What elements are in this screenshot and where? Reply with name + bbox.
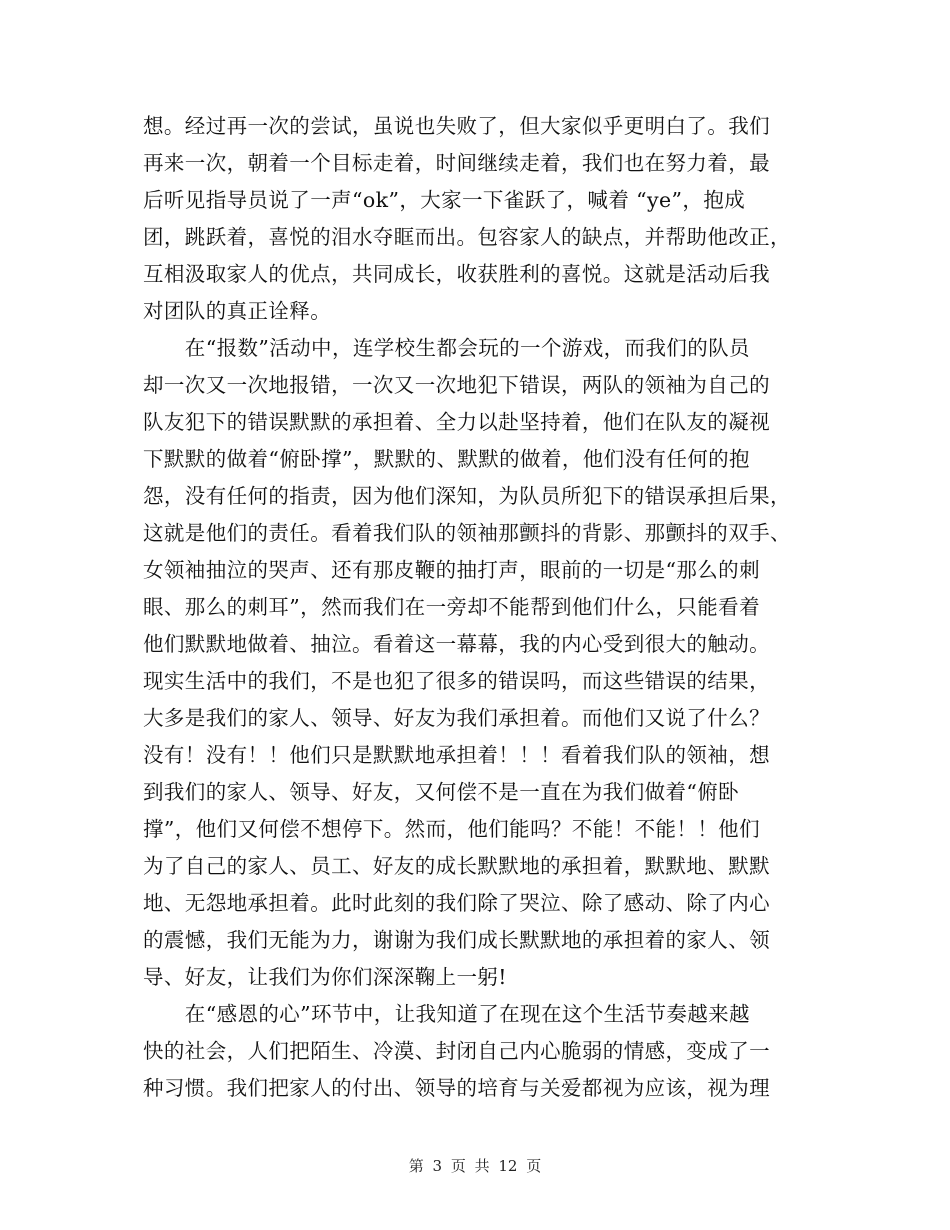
text-line: 下默默的做着“俯卧撑”，默默的、默默的做着，他们没有任何的抱 [143,447,750,471]
text-line: 的震憾，我们无能为力，谢谢为我们成长默默地的承担着的家人、领 [143,928,770,952]
text-line: 团，跳跃着，喜悦的泪水夺眶而出。包容家人的缺点，并帮助他改正， [143,225,791,249]
text-line: 再来一次，朝着一个目标走着，时间继续走着，我们也在努力着，最 [143,151,770,175]
text-line: 怨，没有任何的指责，因为他们深知，为队员所犯下的错误承担后果， [143,484,791,508]
text-line: 大多是我们的家人、领导、好友为我们承担着。而他们又说了什么？ [143,706,770,730]
text-line: 对团队的真正诠释。 [143,299,332,323]
text-line: 互相汲取家人的优点，共同成长，收获胜利的喜悦。这就是活动后我 [143,262,770,286]
text-line: 现实生活中的我们，不是也犯了很多的错误吗，而这些错误的结果， [143,669,770,693]
page-number-footer: 第 3 页 共 12 页 [408,1157,542,1175]
text-line: 为了自己的家人、员工、好友的成长默默地的承担着，默默地、默默 [143,854,770,878]
text-line: 却一次又一次地报错，一次又一次地犯下错误，两队的领袖为自己的 [143,373,770,397]
text-line: 这就是他们的责任。看着我们队的领袖那颤抖的背影、那颤抖的双手、 [143,521,791,545]
text-line: 撑”，他们又何偿不想停下。然而，他们能吗？不能！不能！！他们 [143,817,760,841]
text-line: 地、无怨地承担着。此时此刻的我们除了哭泣、除了感动、除了内心 [143,891,770,915]
text-line: 女领袖抽泣的哭声、还有那皮鞭的抽打声，眼前的一切是“那么的刺 [143,558,760,582]
text-line: 后听见指导员说了一声“ok”，大家一下雀跃了，喊着 “ye”，抱成 [143,188,746,212]
text-line: 队友犯下的错误默默的承担着、全力以赴坚持着，他们在队友的凝视 [143,410,770,434]
text-line: 没有！没有！！他们只是默默地承担着！！！看着我们队的领袖，想 [143,743,770,767]
text-line: 到我们的家人、领导、好友，又何偿不是一直在为我们做着“俯卧 [143,780,740,804]
text-line: 在“感恩的心”环节中，让我知道了在现在这个生活节奏越来越 [143,1002,750,1026]
text-line: 眼、那么的刺耳”，然而我们在一旁却不能帮到他们什么，只能看着 [143,595,760,619]
text-line: 想。经过再一次的尝试，虽说也失败了，但大家似乎更明白了。我们 [143,114,770,138]
text-line: 快的社会，人们把陌生、冷漠、封闭自己内心脆弱的情感，变成了一 [143,1039,770,1063]
text-line: 他们默默地做着、抽泣。看着这一幕幕，我的内心受到很大的触动。 [143,632,770,656]
text-line: 种习惯。我们把家人的付出、领导的培育与关爱都视为应该，视为理 [143,1076,770,1100]
text-line: 在“报数”活动中，连学校生都会玩的一个游戏，而我们的队员 [143,336,750,360]
text-line: 导、好友，让我们为你们深深鞠上一躬! [143,965,507,989]
